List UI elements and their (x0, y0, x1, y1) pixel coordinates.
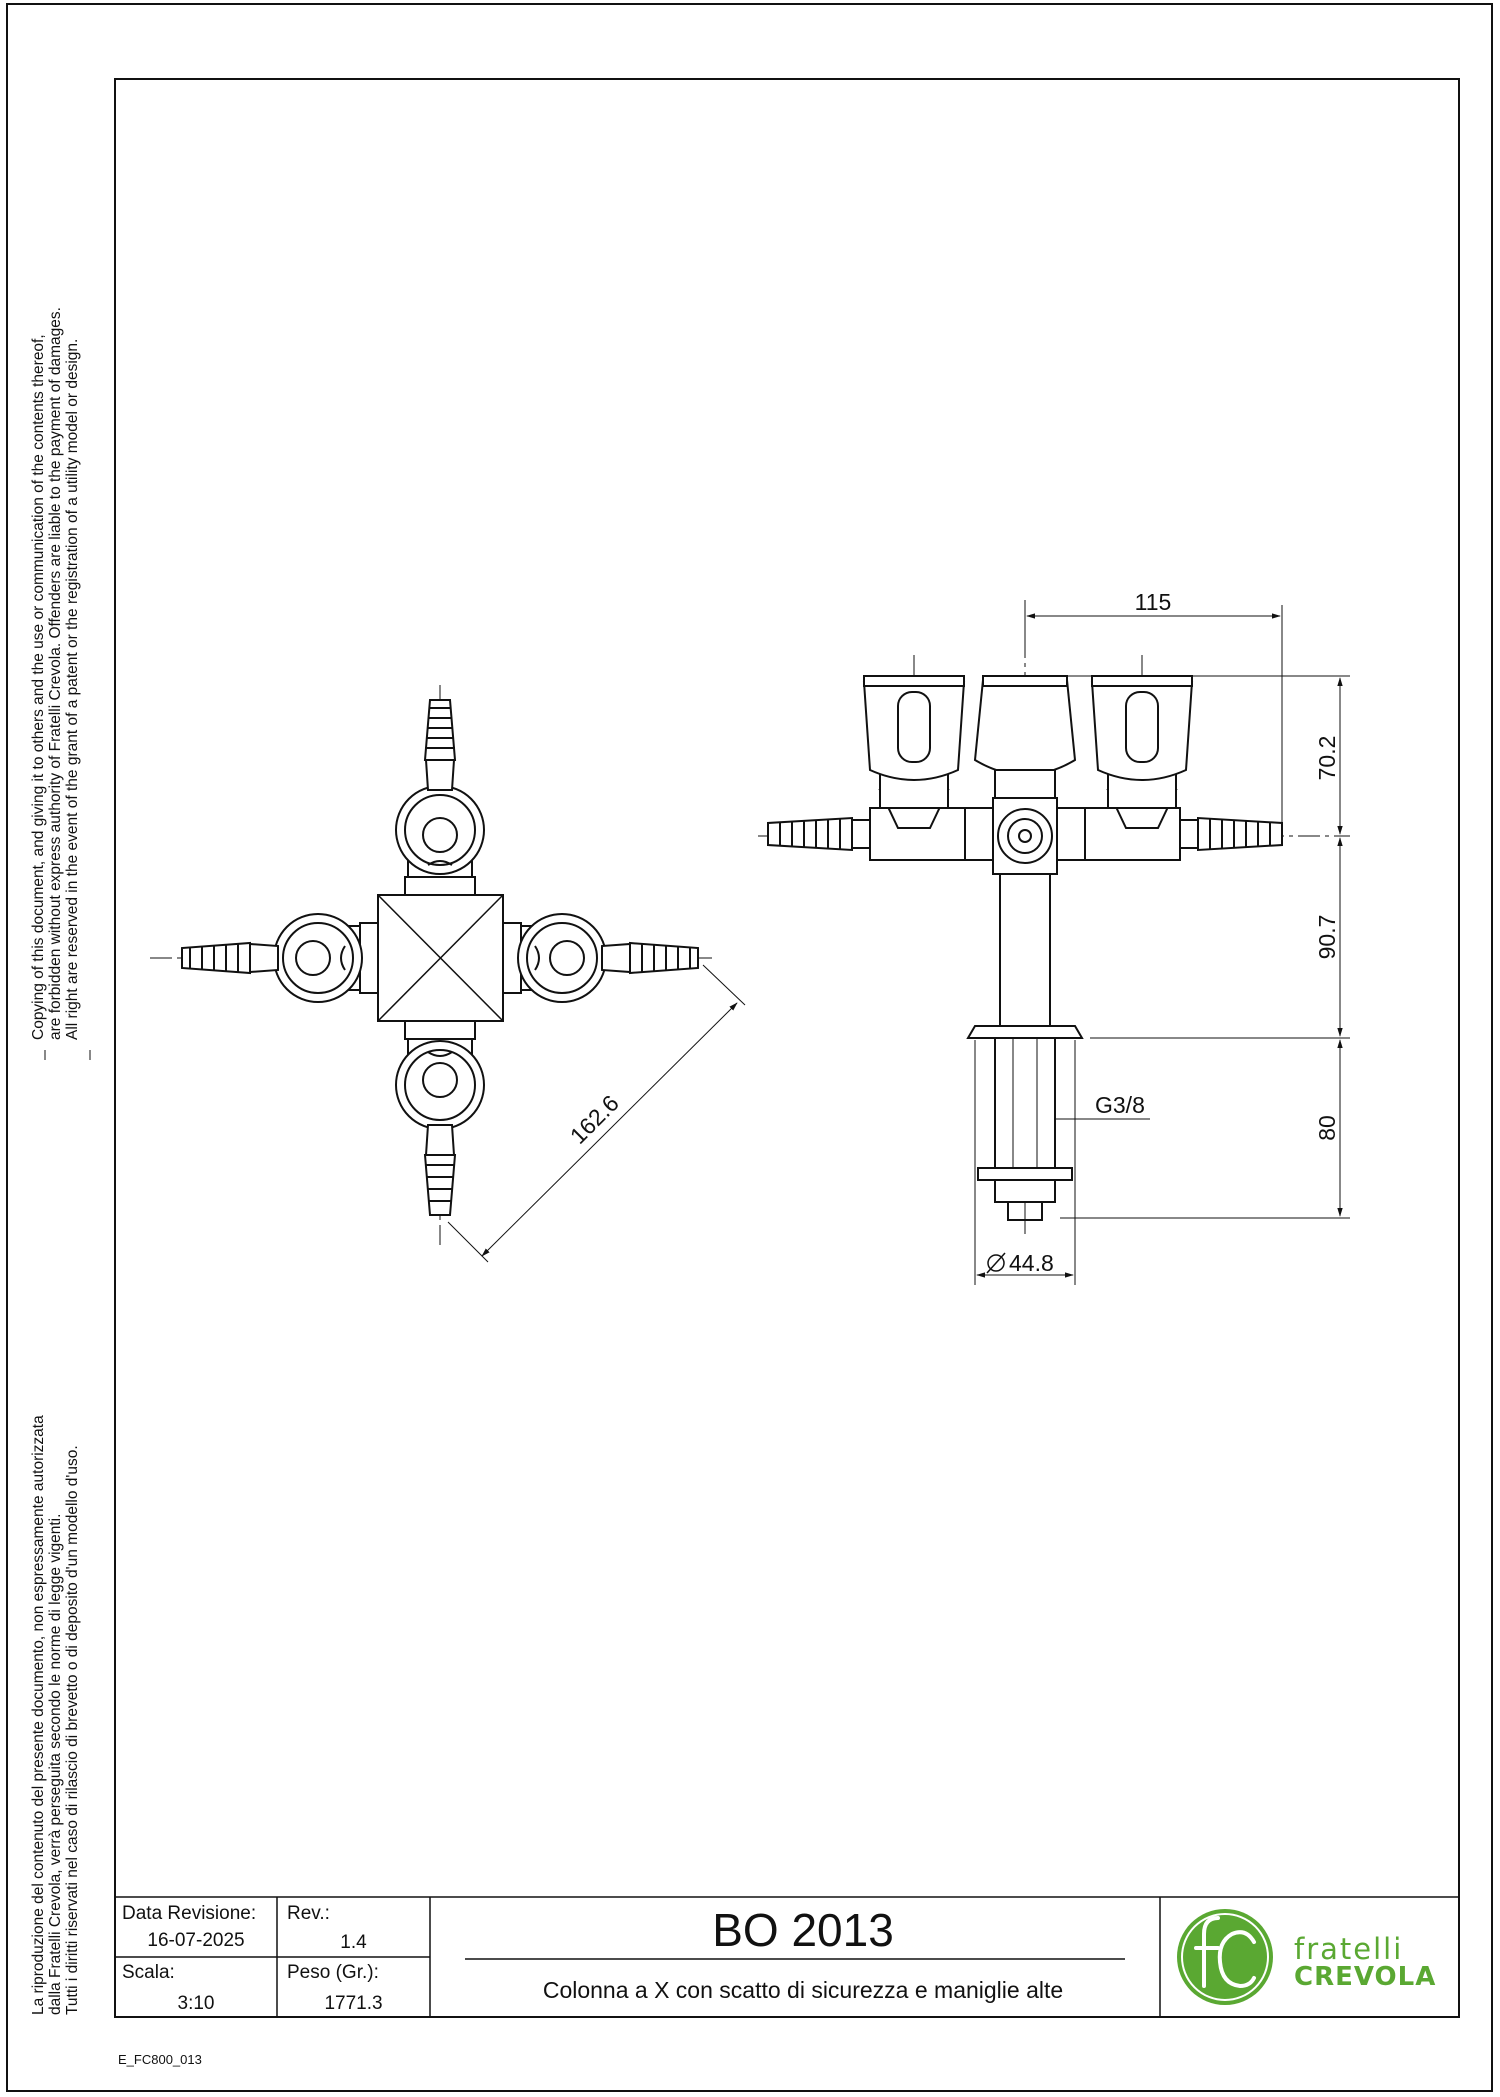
outer-frame (7, 4, 1492, 2091)
weight-label: Peso (Gr.): (287, 1962, 379, 1983)
notice-en-line-2: are forbidden without express authority of Fratelli Crevola. Offenders are liable to the payment of damages. (47, 307, 64, 1040)
weight-value: 1771.3 (324, 1993, 383, 2014)
cross-arm-bottom (405, 1021, 475, 1039)
dim-label-diameter: 44.8 (1009, 1250, 1054, 1276)
inner-frame (115, 79, 1459, 2017)
product-code: BO 2013 (712, 1904, 894, 1956)
copyright-notice-en (30, 307, 81, 1040)
notice-en-line-1: Copying of this document, and giving it to others and the use or communication of the contents thereof, (30, 334, 47, 1040)
valve-bottom (396, 1039, 484, 1215)
dim-label-column-height: 90.7 (1314, 914, 1340, 960)
dim-label-thread: G3/8 (1095, 1092, 1145, 1118)
notice-it-line-1: La riproduzione del contenuto del presente documento, non espressamente autorizzata (30, 1415, 47, 2015)
product-description: Colonna a X con scatto di sicurezza e maniglie alte (542, 1977, 1064, 2003)
logo-text-fratelli: fratelli (1294, 1932, 1404, 1966)
threaded-stem (995, 1038, 1055, 1168)
notice-en-line-3: All right are reserved in the event of the grant of a patent or the registration of a utility model or design. (64, 338, 81, 1040)
scale-value: 3:10 (177, 1993, 215, 2014)
cross-arm-top (405, 877, 475, 895)
dim-label-span-diagonal: 162.6 (564, 1089, 624, 1149)
handle-center (975, 676, 1075, 798)
revision-date-value: 16-07-2025 (147, 1930, 245, 1951)
handle-left (864, 676, 964, 828)
revision-date-label: Data Revisione: (122, 1903, 257, 1924)
rev-label: Rev.: (287, 1903, 330, 1924)
rev-value: 1.4 (340, 1932, 367, 1953)
front-view (758, 600, 1350, 1285)
dim-label-thread-length: 80 (1314, 1115, 1340, 1141)
column (1000, 874, 1050, 1026)
dim-label-width: 115 (1134, 589, 1172, 615)
valve-right (518, 914, 698, 1002)
copyright-notice-it (30, 1415, 81, 2015)
logo-text-crevola: CREVOLA (1294, 1962, 1437, 1992)
base-flange (968, 1026, 1082, 1038)
valve-top (396, 690, 484, 877)
top-view (150, 685, 745, 1262)
document-code: E_FC800_013 (118, 2052, 202, 2067)
notice-it-line-2: dalla Fratelli Crevola, verrà perseguita secondo le norme di legge vigenti. (47, 1513, 64, 2015)
dim-label-handle-height: 70.2 (1314, 735, 1340, 781)
scale-label: Scala: (122, 1962, 175, 1983)
crevola-logo-mark (1177, 1909, 1273, 2005)
handle-right (1092, 676, 1192, 828)
valve-left (182, 914, 362, 1002)
notice-it-line-3: Tutti i diritti riservati nel caso di rilascio di brevetto o di deposito d'un modello d'uso. (64, 1445, 81, 2015)
